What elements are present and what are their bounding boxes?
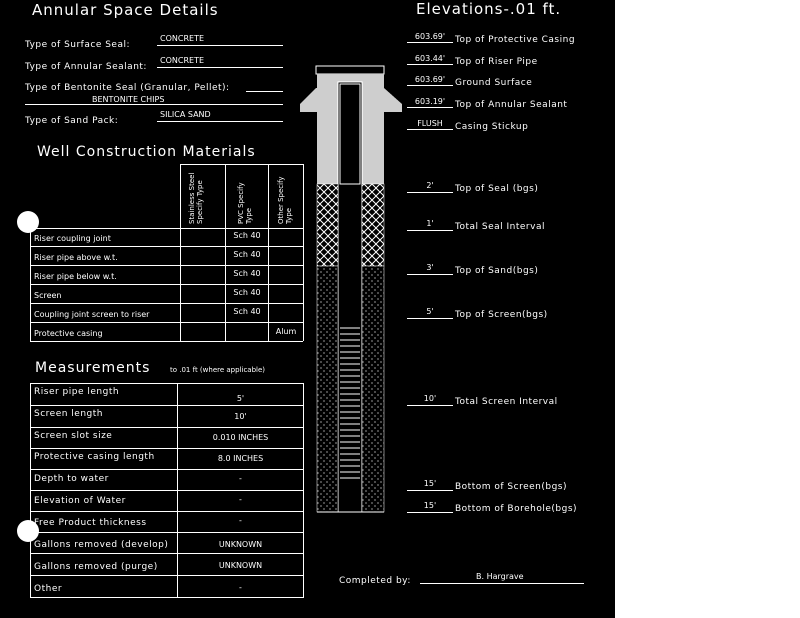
elevation-label: Bottom of Borehole(bgs): [455, 504, 578, 514]
material-row-label: Protective casing: [34, 329, 103, 338]
measurement-value: UNKNOWN: [218, 540, 263, 549]
material-row-label: Riser pipe below w.t.: [34, 272, 117, 281]
annular-title: Annular Space Details: [32, 1, 219, 19]
material-row-label: Riser coupling joint: [34, 234, 111, 243]
riser-top: [340, 84, 360, 184]
measurement-label: Riser pipe length: [34, 387, 120, 397]
material-row-label: Riser pipe above w.t.: [34, 253, 118, 262]
measurement-value: -: [239, 516, 242, 525]
surface-seal-label: Type of Surface Seal:: [25, 40, 131, 50]
elevation-value: 3': [426, 263, 434, 272]
elevations-title: Elevations-.01 ft.: [416, 0, 562, 18]
elevation-value: 603.69': [414, 32, 446, 41]
material-row-pvc: Sch 40: [233, 288, 261, 297]
material-row-pvc: Sch 40: [233, 231, 261, 240]
measurement-label: Gallons removed (purge): [34, 562, 158, 572]
material-row-label: Screen: [34, 291, 62, 300]
material-row-pvc: Sch 40: [233, 269, 261, 278]
elevation-value: 5': [426, 307, 434, 316]
measurement-label: Screen length: [34, 409, 103, 419]
measurements-note: to .01 ft (where applicable): [170, 366, 266, 374]
material-row-pvc: Sch 40: [233, 307, 261, 316]
elevation-label: Ground Surface: [455, 78, 533, 88]
well-diagram: [296, 60, 408, 520]
elevation-label: Top of Riser Pipe: [455, 57, 538, 67]
sand-pack-left: [317, 266, 338, 512]
elevation-value: 603.69': [414, 75, 446, 84]
elevation-label: Total Screen Interval: [455, 397, 558, 407]
materials-title: Well Construction Materials: [37, 144, 256, 160]
col-header-stainless: Stainless Steel Specify Type: [188, 172, 204, 224]
measurement-value: 0.010 INCHES: [212, 433, 269, 442]
annular-sealant-value: CONCRETE: [160, 56, 205, 65]
sand-pack-label: Type of Sand Pack:: [25, 116, 119, 126]
measurement-label: Depth to water: [34, 474, 109, 484]
punch-hole-top: [17, 211, 39, 233]
elevation-label: Top of Sand(bgs): [455, 266, 539, 276]
elevation-label: Top of Screen(bgs): [455, 310, 548, 320]
elevation-value: 1': [426, 219, 434, 228]
elevation-value: 603.19': [414, 97, 446, 106]
elevation-value: 603.44': [414, 54, 446, 63]
elevation-label: Top of Seal (bgs): [455, 184, 539, 194]
measurement-label: Screen slot size: [34, 431, 113, 441]
sand-pack-right: [362, 266, 384, 512]
bentonite-value: BENTONITE CHIPS: [92, 95, 165, 104]
completed-value: B. Hargrave: [476, 572, 524, 581]
measurement-value: -: [239, 474, 242, 483]
elevation-value: FLUSH: [417, 119, 443, 128]
material-row-label: Coupling joint screen to riser: [34, 310, 150, 319]
elevation-value: 15': [423, 479, 437, 488]
measurement-label: Other: [34, 584, 63, 594]
measurement-label: Elevation of Water: [34, 496, 126, 506]
measurement-label: Gallons removed (develop): [34, 540, 169, 550]
completed-label: Completed by:: [339, 576, 411, 586]
elevation-label: Top of Annular Sealant: [455, 100, 568, 110]
measurement-label: Free Product thickness: [34, 518, 147, 528]
elevation-label: Casing Stickup: [455, 122, 529, 132]
elevation-value: 15': [423, 501, 437, 510]
measurement-value: -: [239, 583, 242, 592]
elevation-value: 10': [423, 394, 437, 403]
material-row-pvc: Sch 40: [233, 250, 261, 259]
bentonite-seal-left: [317, 184, 338, 266]
elevation-label: Top of Protective Casing: [455, 35, 576, 45]
elevation-label: Bottom of Screen(bgs): [455, 482, 567, 492]
measurement-value: 10': [234, 412, 247, 421]
elevation-value: 2': [426, 181, 434, 190]
material-row-other: Alum: [275, 327, 297, 336]
measurement-value: UNKNOWN: [218, 561, 263, 570]
annular-sealant-label: Type of Annular Sealant:: [25, 62, 147, 72]
surface-seal-value: CONCRETE: [160, 34, 205, 43]
bentonite-label: Type of Bentonite Seal (Granular, Pellet):: [25, 83, 230, 93]
measurements-title: Measurements: [35, 360, 151, 376]
measurement-value: 5': [236, 394, 245, 403]
elevation-label: Total Seal Interval: [455, 222, 545, 232]
protective-casing-cap: [316, 66, 384, 74]
measurement-label: Protective casing length: [34, 452, 155, 462]
sand-pack-value: SILICA SAND: [160, 110, 211, 119]
measurement-value: -: [239, 495, 242, 504]
measurement-value: 8.0 INCHES: [217, 454, 264, 463]
col-header-pvc: PVC Specify Type: [237, 182, 253, 224]
col-header-other: Other Specify Type: [277, 176, 293, 224]
bentonite-seal-right: [362, 184, 384, 266]
